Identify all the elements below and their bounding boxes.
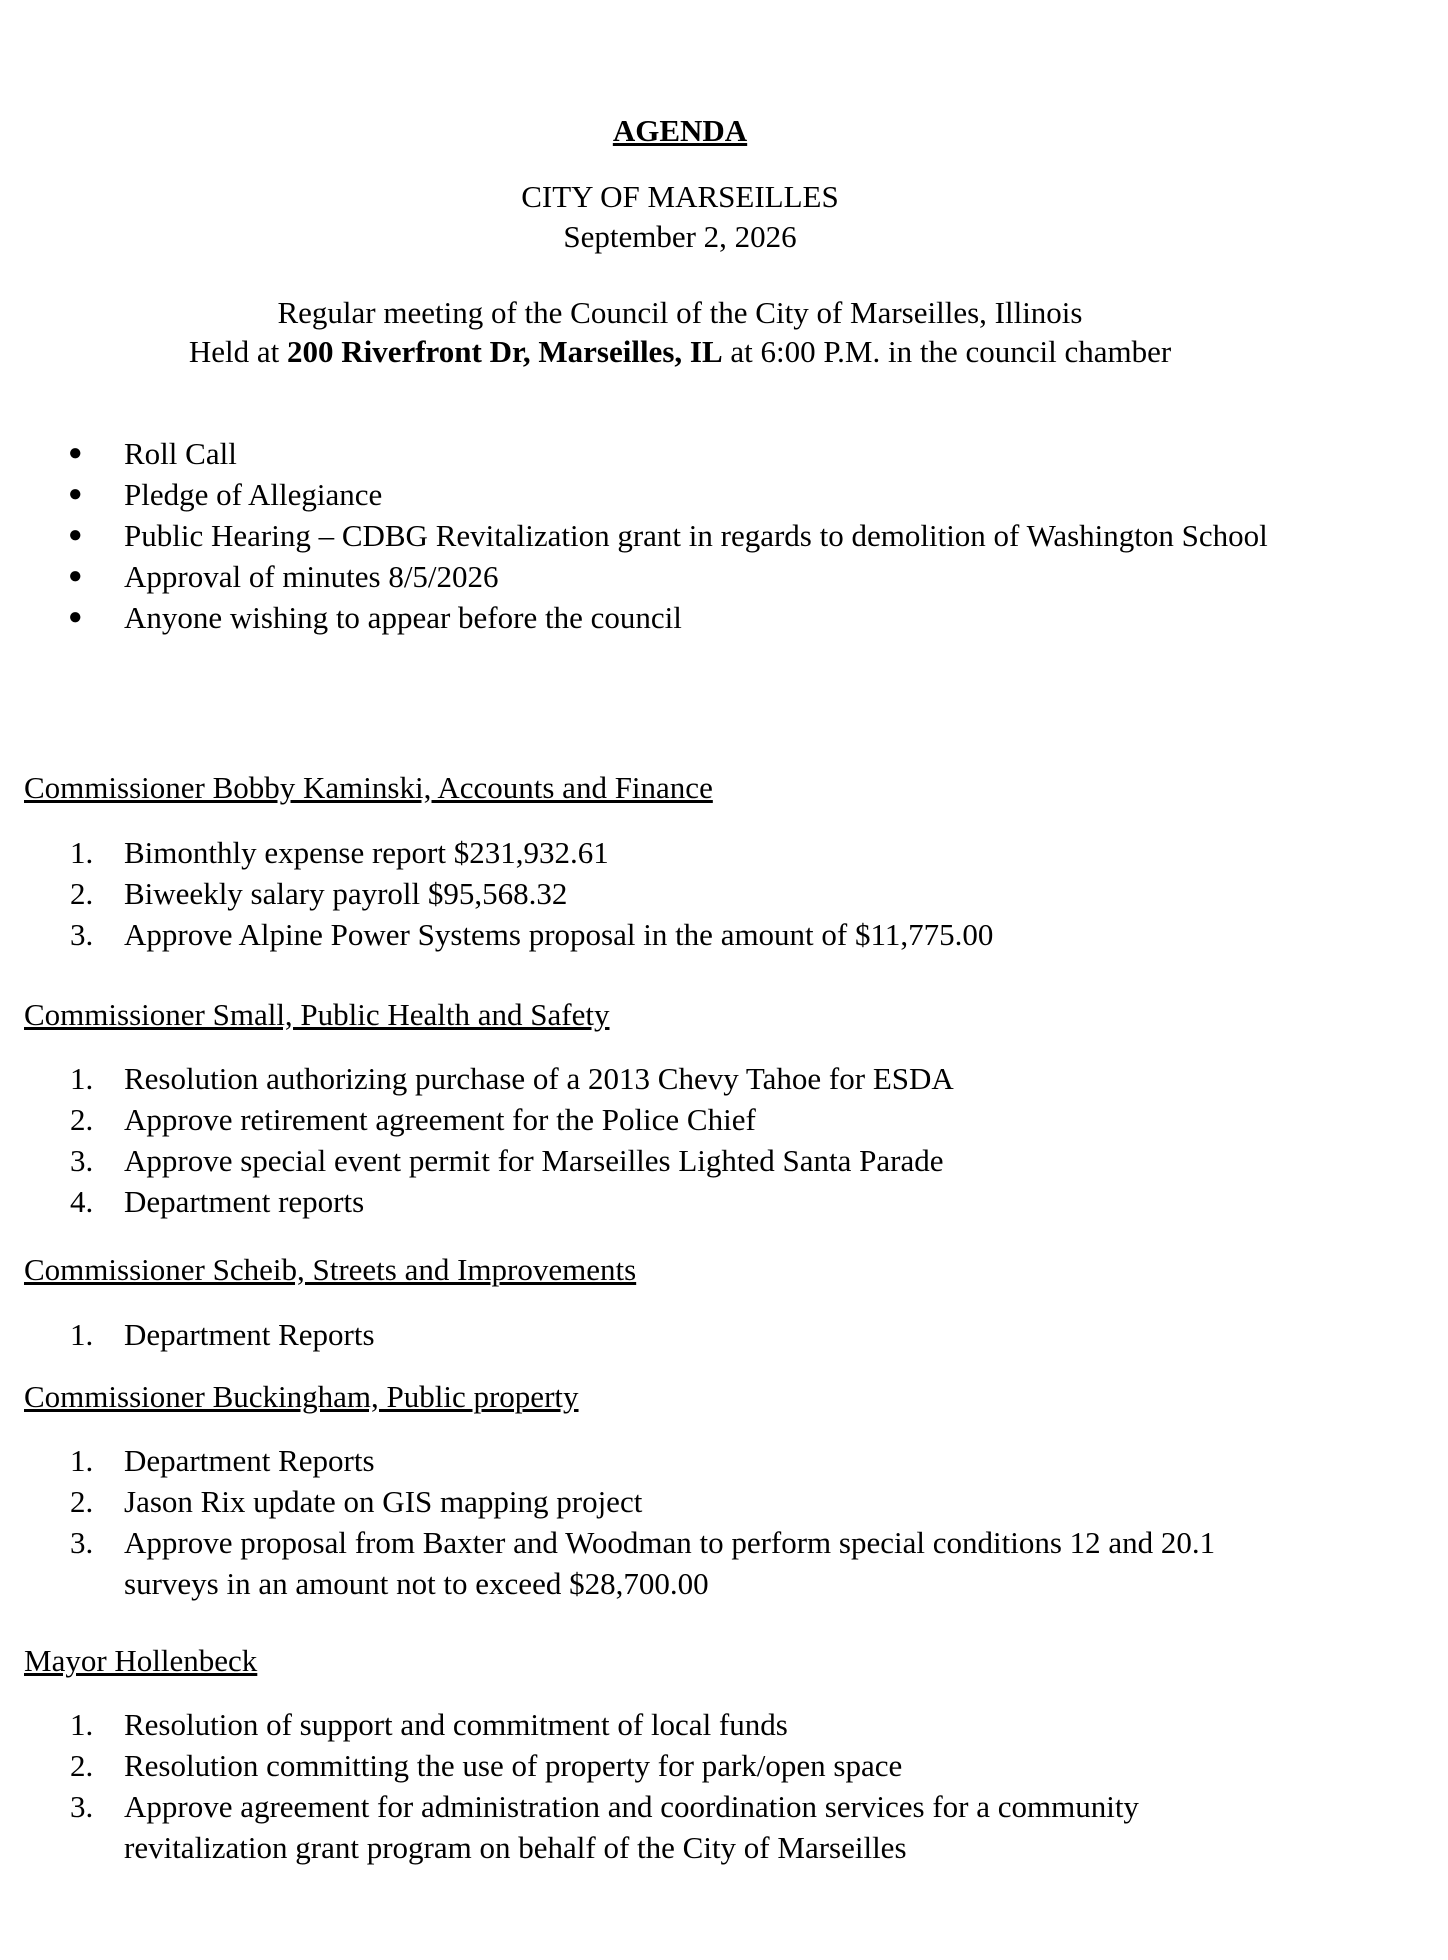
list-item xyxy=(0,1786,1310,1868)
item-number: 2. xyxy=(70,1102,94,1137)
list-item xyxy=(0,1481,1310,1522)
item-text: Bimonthly expense report $231,932.61 xyxy=(124,835,609,870)
item-text: Department Reports xyxy=(124,1443,375,1478)
item-number: 3. xyxy=(70,1525,94,1560)
section-items-list xyxy=(0,1058,1310,1222)
item-text: Department Reports xyxy=(124,1317,375,1352)
section-heading: Commissioner Bobby Kaminski, Accounts and Finance xyxy=(24,770,713,805)
bullet-text: Public Hearing – CDBG Revitalization grant in regards to demolition of Washington School xyxy=(124,518,1268,553)
section-items-list xyxy=(0,1440,1310,1604)
bullet-text: Approval of minutes 8/5/2026 xyxy=(124,559,499,594)
item-text: Department reports xyxy=(124,1184,365,1219)
meeting-location xyxy=(0,331,1360,372)
bullet-icon: ● xyxy=(68,604,83,630)
section-heading: Mayor Hollenbeck xyxy=(24,1643,258,1678)
item-text: Approve agreement for administration and coordination services for a community revitalization grant program on behalf of the City of Marseilles xyxy=(124,1789,1139,1865)
bullet-icon: ● xyxy=(68,522,83,548)
item-number: 1. xyxy=(70,835,94,870)
section-items-list xyxy=(0,832,1310,955)
agenda-bullet-item xyxy=(0,433,1310,474)
item-text: Approve special event permit for Marseilles Lighted Santa Parade xyxy=(124,1143,944,1178)
item-number: 1. xyxy=(70,1443,94,1478)
agenda-bullet-item xyxy=(0,515,1310,556)
item-number: 4. xyxy=(70,1184,94,1219)
section-heading: Commissioner Small, Public Health and Safety xyxy=(24,997,610,1032)
list-item xyxy=(0,1058,1310,1099)
list-item xyxy=(0,1704,1310,1745)
list-item xyxy=(0,1522,1310,1604)
item-text: Resolution committing the use of property for park/open space xyxy=(124,1748,903,1783)
item-number: 2. xyxy=(70,1748,94,1783)
item-number: 1. xyxy=(70,1707,94,1742)
agenda-bullet-item xyxy=(0,556,1310,597)
list-item xyxy=(0,1181,1310,1222)
item-text: Resolution of support and commitment of local funds xyxy=(124,1707,788,1742)
item-text: Resolution authorizing purchase of a 2013 Chevy Tahoe for ESDA xyxy=(124,1061,954,1096)
list-item xyxy=(0,1745,1310,1786)
item-number: 2. xyxy=(70,876,94,911)
bullet-text: Anyone wishing to appear before the council xyxy=(124,600,682,635)
bullet-icon: ● xyxy=(68,440,83,466)
location-address: 200 Riverfront Dr, Marseilles, IL xyxy=(286,334,723,369)
list-item xyxy=(0,873,1310,914)
bullet-icon: ● xyxy=(68,481,83,507)
location-suffix: at 6:00 P.M. in the council chamber xyxy=(722,334,1172,369)
item-number: 1. xyxy=(70,1317,94,1352)
list-item xyxy=(0,1314,1310,1355)
list-item xyxy=(0,1440,1310,1481)
list-item xyxy=(0,914,1310,955)
list-item xyxy=(0,1140,1310,1181)
agenda-title: AGENDA xyxy=(612,113,748,148)
item-text: Approve Alpine Power Systems proposal in the amount of $11,775.00 xyxy=(124,917,994,952)
bullet-text: Roll Call xyxy=(124,436,237,471)
item-number: 2. xyxy=(70,1484,94,1519)
section-items-list xyxy=(0,1704,1310,1868)
item-text: Biweekly salary payroll $95,568.32 xyxy=(124,876,568,911)
location-prefix: Held at xyxy=(188,334,287,369)
section-items-list xyxy=(0,1314,1310,1355)
item-number: 1. xyxy=(70,1061,94,1096)
item-number: 3. xyxy=(70,917,94,952)
item-text: Approve proposal from Baxter and Woodman to perform special conditions 12 and 20.1 surveys in an amount not to exceed $28,700.00 xyxy=(124,1525,1216,1601)
meeting-date: September 2, 2026 xyxy=(563,219,797,254)
section-heading: Commissioner Scheib, Streets and Improvements xyxy=(24,1252,637,1287)
opening-items-list xyxy=(0,433,1310,638)
list-item xyxy=(0,832,1310,873)
list-item xyxy=(0,1099,1310,1140)
agenda-bullet-item xyxy=(0,474,1310,515)
bullet-icon: ● xyxy=(68,563,83,589)
item-number: 3. xyxy=(70,1143,94,1178)
meeting-description: Regular meeting of the Council of the City of Marseilles, Illinois xyxy=(277,295,1083,330)
item-number: 3. xyxy=(70,1789,94,1824)
item-text: Jason Rix update on GIS mapping project xyxy=(124,1484,643,1519)
bullet-text: Pledge of Allegiance xyxy=(124,477,383,512)
city-name: CITY OF MARSEILLES xyxy=(521,179,839,214)
section-heading: Commissioner Buckingham, Public property xyxy=(24,1379,579,1414)
item-text: Approve retirement agreement for the Police Chief xyxy=(124,1102,756,1137)
agenda-bullet-item xyxy=(0,597,1310,638)
